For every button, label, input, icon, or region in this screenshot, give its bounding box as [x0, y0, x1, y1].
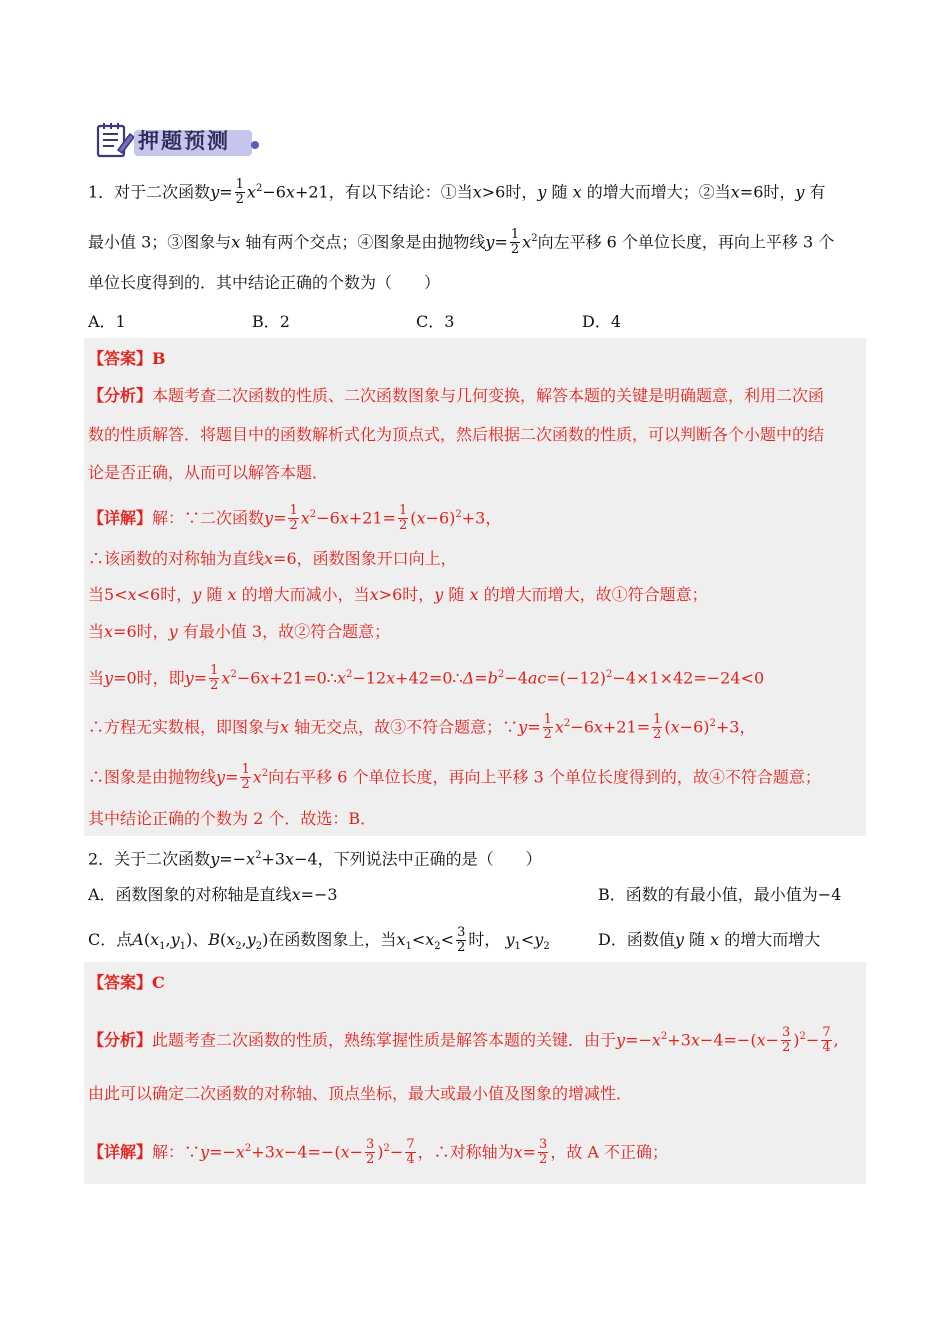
q1-analysis-line3: 论是否正确，从而可以解答本题．: [88, 463, 329, 482]
q2-option-d: D．函数值y 随 x 的增大而增大: [598, 930, 821, 949]
q1-detail-line3: 当5<x<6时，y 随 x 的增大而减小，当x>6时，y 随 x 的增大而增大，故①符合题意；: [88, 585, 708, 604]
q1-option-d: D．4: [582, 312, 622, 331]
q1-detail-line2: ∴该函数的对称轴为直线x=6，函数图象开口向上，: [88, 549, 457, 568]
q2-stem: 2．关于二次函数$y=-x^2+3x-4$，下列说法中正确的是（ ）: [88, 849, 542, 869]
q1-detail-line8: 其中结论正确的个数为 2 个．故选：B．: [88, 809, 377, 828]
q1-option-b: B．2: [252, 312, 290, 331]
q1-stem-line2: 最小值 3；③图象与x 轴有两个交点；④图象是由抛物线y= $\frac{1}{2}$ $x^2$向左平移 6 个单位长度，再向上平移 3 个: [88, 227, 835, 258]
q1-detail-line6: ∴方程无实数根，即图象与x 轴无交点，故③不符合题意；∵y= $\frac{1}{2}$ $x^2-6x+21=$ $\frac{1}{2}$ $(x-6)^2+3$，: [88, 712, 756, 743]
q1-stem-line1: 1．对于二次函数y= $\frac{1}{2}$ $x^2-6x+21$，有以下结论：①当x>6时，y 随 x 的增大而增大；②当x=6时，y 有: [88, 177, 826, 208]
q2-detail-line1: 【详解】解：$\because y=-x^2+3x-4=-(x-$ $\frac{3}{2}$ )$^2$− $\frac{7}{4}$ ，∴对称轴为x= $\frac{3}{2}$ ，故 A 不正确；: [88, 1137, 669, 1168]
section-title: 押题预测: [138, 129, 230, 153]
q2-answer: 【答案】C: [88, 973, 165, 992]
q1-option-a: A．1: [88, 312, 126, 331]
q2-analysis-line2: 由此可以确定二次函数的对称轴、顶点坐标，最大或最小值及图象的增减性．: [88, 1084, 633, 1103]
q1-detail-line7: ∴图象是由抛物线y= $\frac{1}{2}$ $x^2$向右平移 6 个单位长度，再向上平移 3 个单位长度得到的，故④不符合题意；: [88, 762, 821, 793]
q1-detail-line1: 【详解】解：∵二次函数y= $\frac{1}{2}$ $x^2-6x+21=$ $\frac{1}{2}$ $(x-6)^2+3$，: [88, 503, 502, 534]
q2-option-a: A．函数图象的对称轴是直线x=−3: [88, 885, 338, 904]
q1-answer: 【答案】B: [88, 349, 166, 368]
q2-option-b: B．函数的有最小值，最小值为−4: [598, 885, 842, 904]
q1-detail-line5: 当y=0时，即y= $\frac{1}{2}$ $x^2-6x+21=0\therefore x^2-12x+42=0\therefore\Delta=b^2-4ac=(-12)^2-4\times 1\times 42=-24<0$: [88, 663, 765, 694]
q1-option-c: C．3: [416, 312, 455, 331]
q2-option-c: C．点$A(x_1,y_1)$、$B(x_2,y_2)$在函数图象上，当$x_1<x_2<$ $\frac{3}{2}$ 时， $y_1<y_2$: [88, 925, 550, 955]
q1-detail-line4: 当x=6时，y 有最小值 3，故②符合题意；: [88, 622, 391, 641]
q1-analysis-line1: 【分析】本题考查二次函数的性质、二次函数图象与几何变换，解答本题的关键是明确题意，利用二次函: [88, 386, 825, 405]
q2-analysis-line1: 【分析】此题考查二次函数的性质，熟练掌握性质是解答本题的关键．由于$y=-x^2+3x-4=-(x-$ $\frac{3}{2}$ )$^2$− $\frac{7}{4}$ ,: [88, 1025, 839, 1056]
q1-stem-text: 1．对于二次函数: [88, 182, 211, 202]
q1-analysis-line2: 数的性质解答．将题目中的函数解析式化为顶点式，然后根据二次函数的性质，可以判断各个小题中的结: [88, 425, 825, 444]
q1-stem-line3: 单位长度得到的．其中结论正确的个数为（ ）: [88, 273, 441, 292]
